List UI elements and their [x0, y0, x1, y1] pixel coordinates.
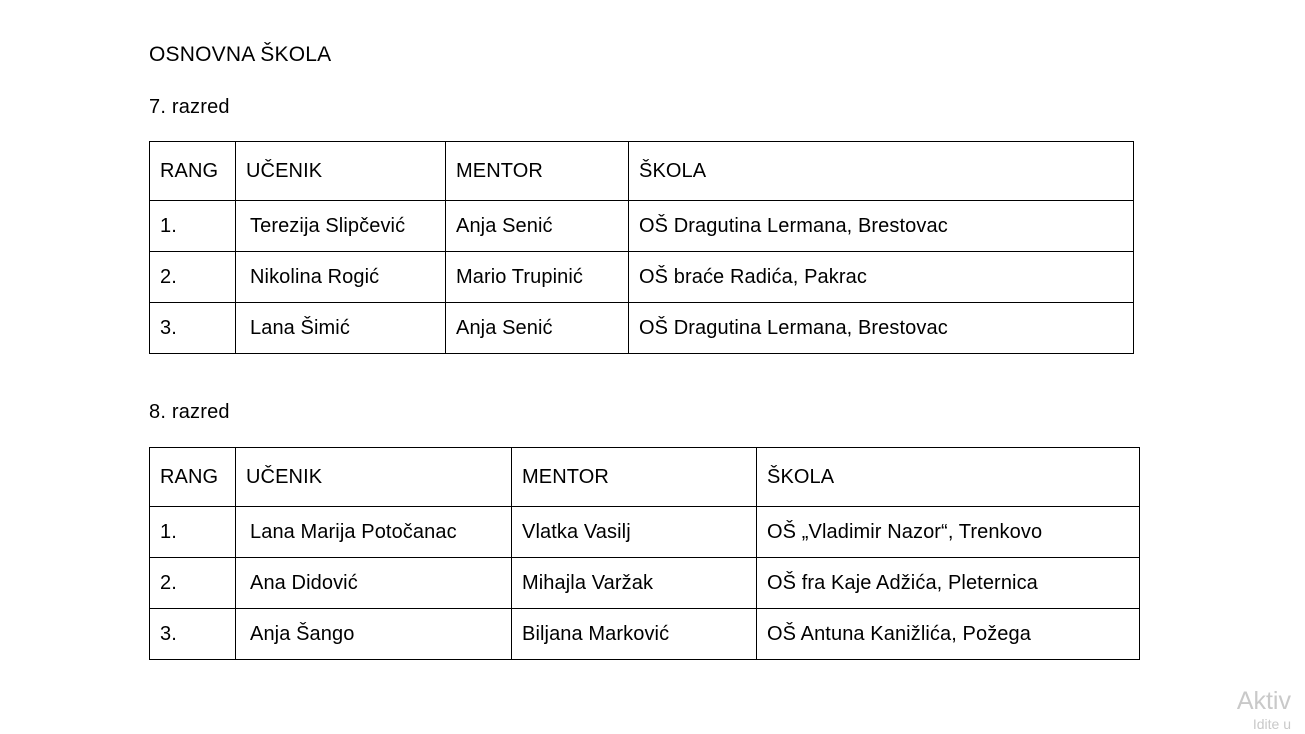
- column-header-rang: RANG: [150, 142, 236, 201]
- column-header-skola: ŠKOLA: [629, 142, 1134, 201]
- cell-mentor: Anja Senić: [446, 201, 629, 252]
- cell-rang: 2.: [150, 558, 236, 609]
- cell-ucenik: Anja Šango: [236, 609, 512, 660]
- cell-mentor: Mario Trupinić: [446, 252, 629, 303]
- cell-skola: OŠ braće Radića, Pakrac: [629, 252, 1134, 303]
- table-header-row: [150, 448, 1140, 507]
- cell-mentor: Vlatka Vasilj: [512, 507, 757, 558]
- cell-skola: OŠ Dragutina Lermana, Brestovac: [629, 201, 1134, 252]
- cell-rang: 3.: [150, 609, 236, 660]
- results-table-grade-8: [149, 447, 1140, 660]
- column-header-mentor: MENTOR: [512, 448, 757, 507]
- cell-skola: OŠ Dragutina Lermana, Brestovac: [629, 303, 1134, 354]
- column-header-ucenik: UČENIK: [236, 448, 512, 507]
- cell-mentor: Mihajla Varžak: [512, 558, 757, 609]
- activation-watermark: [1237, 687, 1291, 732]
- results-table-grade-7: [149, 141, 1134, 354]
- table-row: [150, 558, 1140, 609]
- table-row: [150, 252, 1134, 303]
- cell-ucenik: Lana Šimić: [236, 303, 446, 354]
- cell-rang: 1.: [150, 201, 236, 252]
- cell-rang: 2.: [150, 252, 236, 303]
- cell-skola: OŠ fra Kaje Adžića, Pleternica: [757, 558, 1140, 609]
- cell-ucenik: Terezija Slipčević: [236, 201, 446, 252]
- column-header-skola: ŠKOLA: [757, 448, 1140, 507]
- cell-mentor: Biljana Marković: [512, 609, 757, 660]
- section-label-grade-7: 7. razred: [149, 96, 230, 118]
- cell-rang: 1.: [150, 507, 236, 558]
- table-row: [150, 201, 1134, 252]
- table-row: [150, 609, 1140, 660]
- watermark-line-2: Idite u: [1252, 715, 1291, 732]
- cell-rang: 3.: [150, 303, 236, 354]
- watermark-line-1: Aktiv: [1236, 687, 1291, 716]
- cell-ucenik: Lana Marija Potočanac: [236, 507, 512, 558]
- cell-ucenik: Nikolina Rogić: [236, 252, 446, 303]
- page-title: OSNOVNA ŠKOLA: [149, 43, 332, 66]
- cell-skola: OŠ „Vladimir Nazor“, Trenkovo: [757, 507, 1140, 558]
- section-label-grade-8: 8. razred: [149, 401, 230, 423]
- cell-mentor: Anja Senić: [446, 303, 629, 354]
- table-row: [150, 507, 1140, 558]
- table-header-row: [150, 142, 1134, 201]
- cell-skola: OŠ Antuna Kanižlića, Požega: [757, 609, 1140, 660]
- column-header-rang: RANG: [150, 448, 236, 507]
- table-row: [150, 303, 1134, 354]
- column-header-mentor: MENTOR: [446, 142, 629, 201]
- column-header-ucenik: UČENIK: [236, 142, 446, 201]
- cell-ucenik: Ana Didović: [236, 558, 512, 609]
